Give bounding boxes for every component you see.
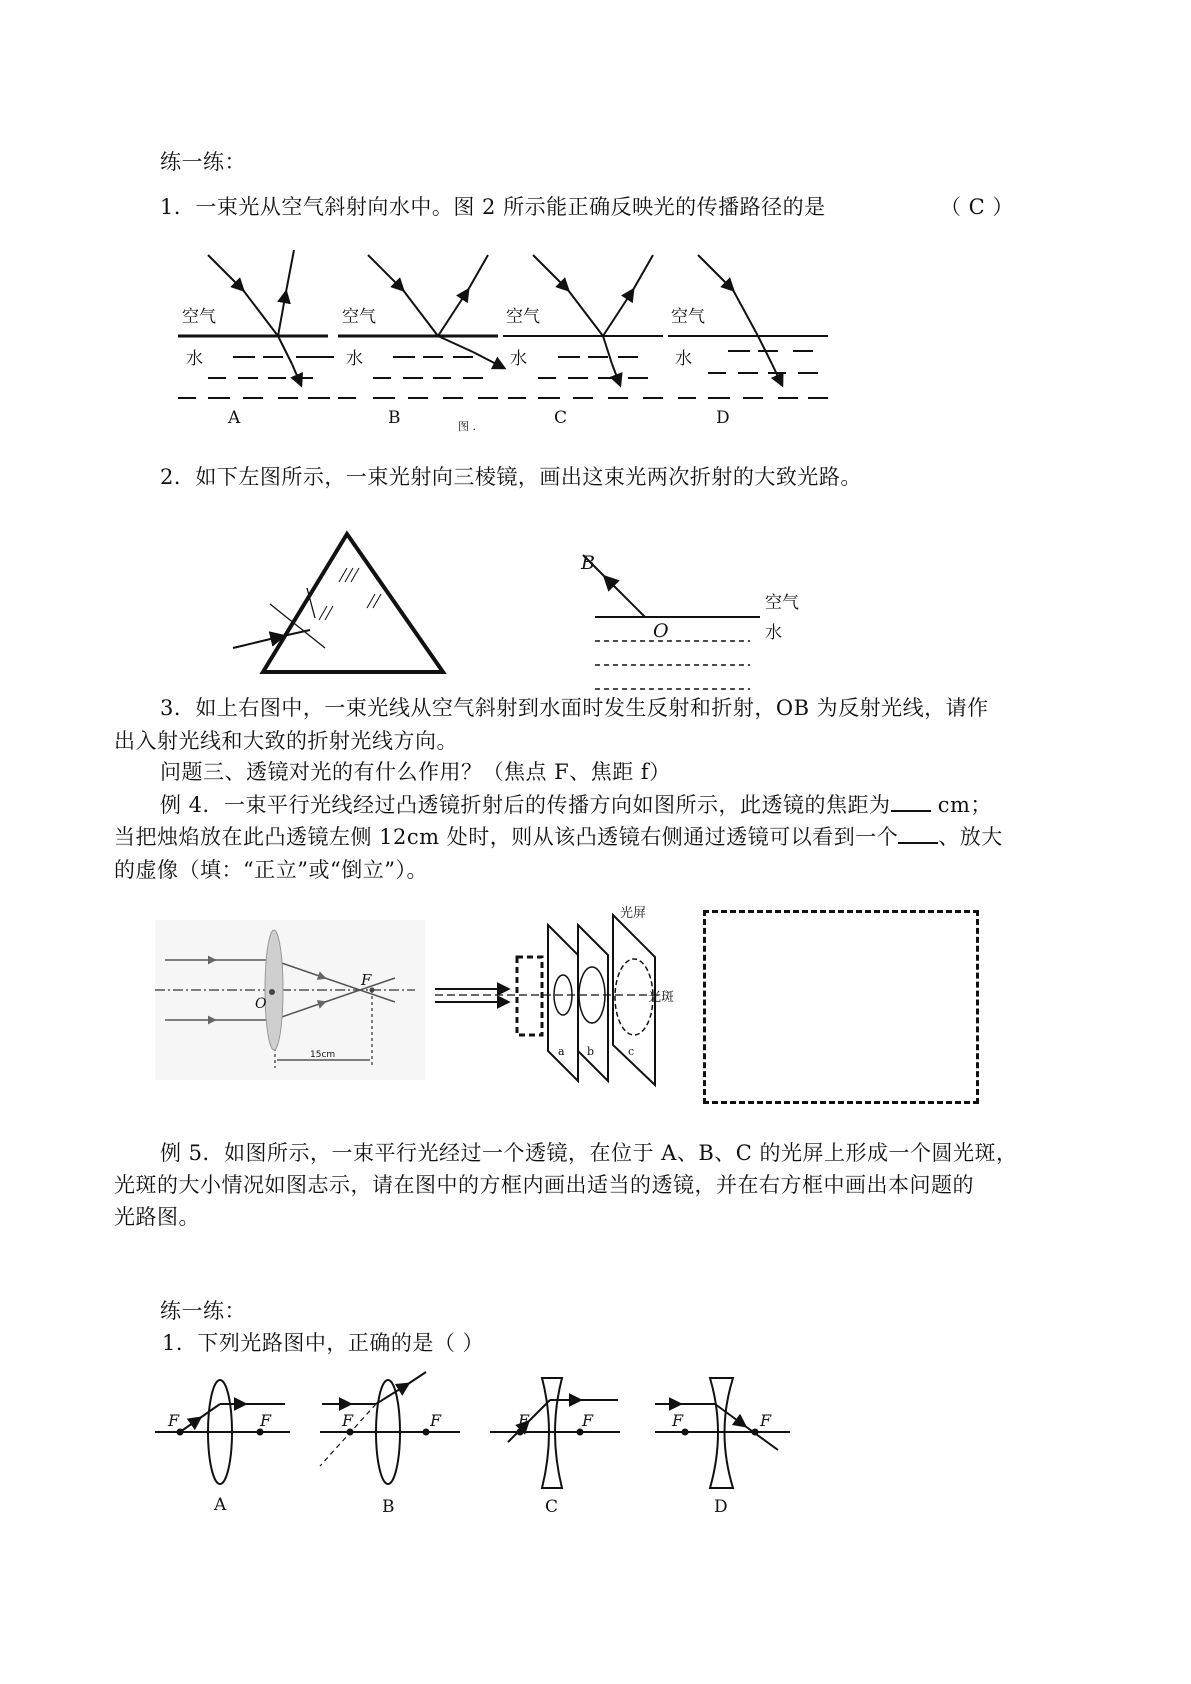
example-4-text-a: 例 4．一束平行光线经过凸透镜折射后的传播方向如图所示，此透镜的焦距为: [160, 793, 891, 817]
refraction-options-figure: [168, 240, 868, 433]
air-label: 空气: [765, 593, 799, 613]
lens-a-focus-left: F: [168, 1411, 180, 1430]
question-1-answer: （ C ）: [940, 195, 1014, 219]
air-label-d: 空气: [671, 307, 705, 327]
question-2: 2．如下左图所示，一束光射向三棱镜，画出这束光两次折射的大致光路。: [160, 465, 862, 489]
lens-options-figure: [150, 1370, 810, 1520]
water-label-c: 水: [510, 349, 527, 369]
lens-label-b: B: [382, 1497, 395, 1517]
option-label-b: B: [388, 408, 401, 428]
option-label-a: A: [228, 408, 241, 428]
screen-b-label: b: [587, 1045, 595, 1058]
example-4-text-c: 当把烛焰放在此凸透镜左侧 12cm 处时，则从该凸透镜右侧通过透镜可以看到一个: [114, 825, 899, 849]
lens-center-label: O: [255, 996, 267, 1012]
water-label: 水: [765, 623, 782, 643]
lens-label-c: C: [545, 1497, 559, 1517]
option-label-c: C: [554, 408, 568, 428]
convex-lens-figure: [155, 920, 425, 1080]
point-b-label: B: [581, 552, 595, 574]
problem-3-heading: 问题三、透镜对光的有什么作用？（焦点 F、焦距 f）: [160, 760, 671, 784]
section-2-question-1: 1．下列光路图中，正确的是（ ）: [162, 1331, 485, 1355]
question-1: 1．一束光从空气斜射向水中。图 2 所示能正确反映光的传播路径的是: [160, 195, 826, 219]
example-4-line-3: 的虚像（填：“正立”或“倒立”）。: [114, 858, 428, 882]
air-label-c: 空气: [506, 307, 540, 327]
example-4-line-2: [114, 822, 1003, 852]
water-label-a: 水: [186, 349, 203, 369]
example-5-line-3: 光路图。: [114, 1205, 200, 1229]
air-label-a: 空气: [182, 307, 216, 327]
point-o-label: O: [653, 620, 669, 642]
light-screen-label: 光屏: [620, 906, 647, 921]
image-orientation-blank[interactable]: [898, 824, 938, 844]
screen-a-label: a: [558, 1045, 565, 1058]
lens-label-a: A: [214, 1495, 227, 1515]
screen-c-label: c: [628, 1045, 635, 1058]
example-5-line-2: 光斑的大小情况如图志示，请在图中的方框内画出适当的透镜，并在右方框中画出本问题的: [114, 1173, 974, 1197]
focal-length-blank[interactable]: [891, 792, 931, 812]
reflection-figure: [575, 535, 815, 695]
question-3-line-1: 3．如上右图中，一束光线从空气斜射到水面时发生反射和折射，OB 为反射光线，请作: [160, 696, 989, 720]
question-3-line-2: 出入射光线和大致的折射光线方向。: [114, 729, 458, 753]
focus-label: F: [361, 971, 372, 989]
example-4-text-d: 、放大: [938, 825, 1003, 849]
lens-b-focus-left: F: [342, 1411, 354, 1430]
water-label-b: 水: [346, 349, 363, 369]
example-5-line-1: 例 5．如图所示，一束平行光经过一个透镜，在位于 A、B、C 的光屏上形成一个圆光斑，: [160, 1141, 1018, 1165]
lens-b-focus-right: F: [430, 1411, 442, 1430]
option-label-d: D: [716, 408, 730, 428]
prism-figure: [225, 528, 465, 678]
lens-d-focus-left: F: [672, 1411, 684, 1430]
water-label-d: 水: [675, 349, 692, 369]
lens-d-focus-right: F: [760, 1411, 772, 1430]
figure-caption-fragment: 图 .: [458, 420, 476, 433]
lens-c-focus-left: F: [518, 1411, 530, 1430]
lens-a-focus-right: F: [260, 1411, 272, 1430]
air-label-b: 空气: [342, 307, 376, 327]
example-4-line-1: [160, 790, 992, 820]
light-screens-figure: [430, 905, 705, 1090]
lens-label-d: D: [714, 1497, 728, 1517]
section-2-heading: 练一练：: [160, 1299, 246, 1323]
focal-distance-label: 15cm: [310, 1050, 336, 1060]
section-heading: 练一练：: [160, 150, 246, 174]
example-4-text-b: cm；: [930, 793, 992, 817]
lens-c-focus-right: F: [582, 1411, 594, 1430]
light-spot-label: 光斑: [648, 990, 675, 1005]
answer-box[interactable]: [703, 910, 979, 1104]
